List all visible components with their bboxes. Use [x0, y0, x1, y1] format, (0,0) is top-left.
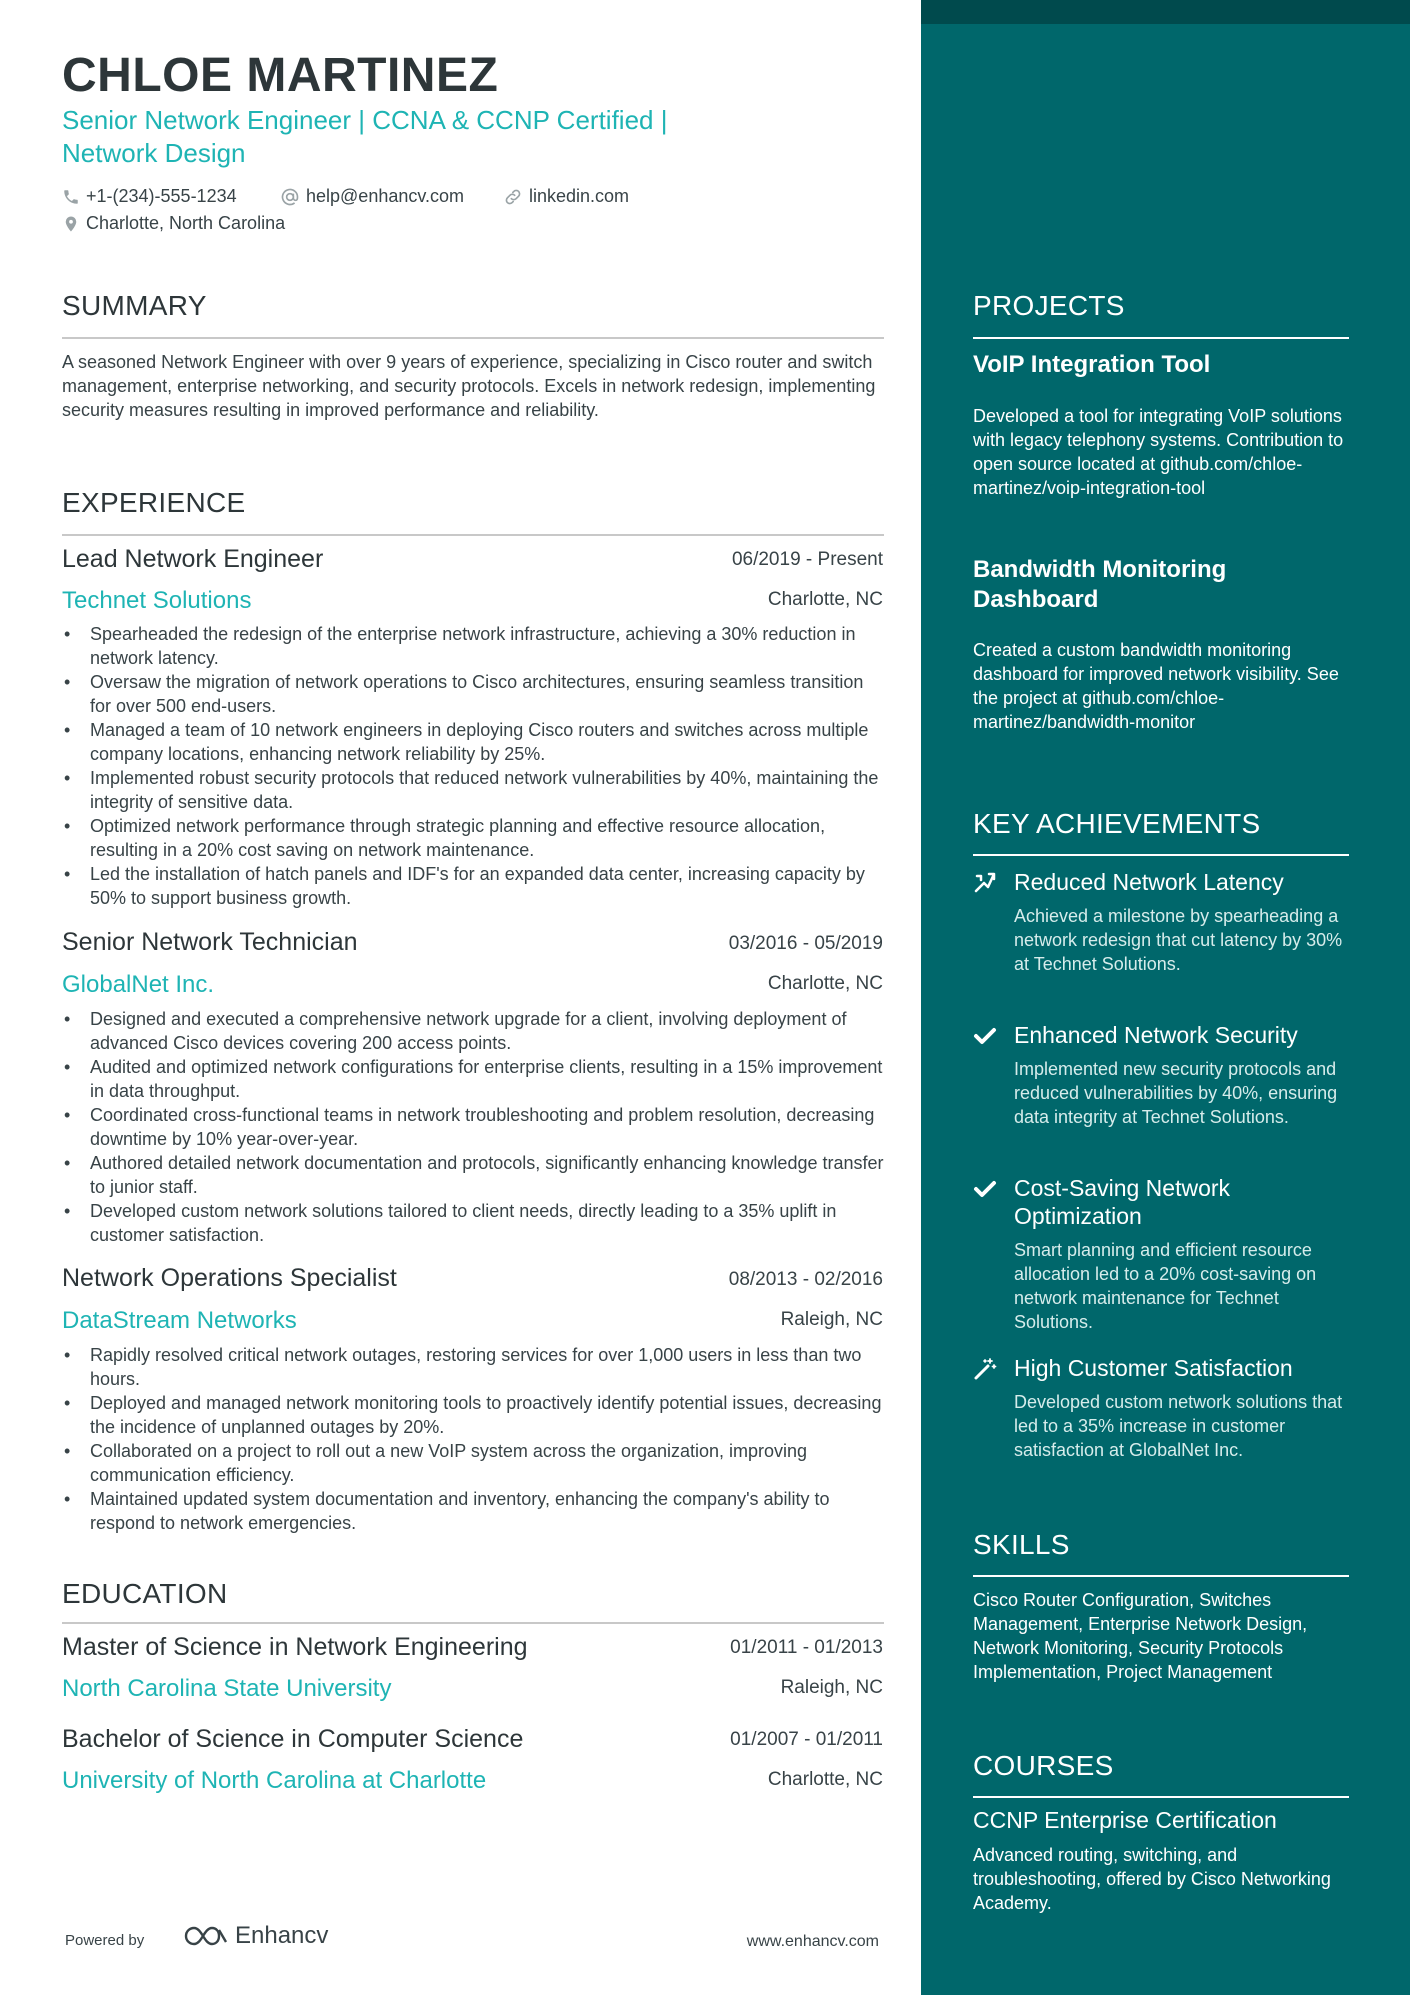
projects-heading: PROJECTS: [973, 290, 1125, 321]
location-pin-icon: [62, 214, 80, 234]
achievement-description: Developed custom network solutions that led to a 35% increase in customer satisfaction at GlobalNet Inc.: [1014, 1392, 1343, 1460]
job-company: GlobalNet Inc.: [62, 971, 215, 998]
list-item: • Developed custom network solutions tailored to client needs, directly leading to a 35% uplift in customer satisfaction.: [62, 1199, 884, 1247]
location-text: Charlotte, North Carolina: [86, 213, 286, 233]
experience-heading: EXPERIENCE: [62, 487, 246, 518]
courses-heading: COURSES: [973, 1750, 1114, 1781]
education-divider: [62, 1622, 884, 1624]
school-location: Charlotte, NC: [767, 1769, 883, 1790]
contact-email[interactable]: [280, 186, 464, 207]
list-item: • Authored detailed network documentation and protocols, significantly enhancing knowledge transfer to junior staff.: [62, 1151, 884, 1199]
summary-divider: [62, 337, 884, 339]
job-dates: 06/2019 - Present: [731, 549, 883, 570]
contact-linkedin[interactable]: [503, 186, 629, 207]
list-item: • Coordinated cross-functional teams in network troubleshooting and problem resolution, decreasing downtime by 10% year-over-year.: [62, 1103, 884, 1151]
footer-url[interactable]: www.enhancv.com: [746, 1933, 879, 1950]
flow-arrow-icon: [973, 870, 997, 894]
summary-text: A seasoned Network Engineer with over 9 years of experience, specializing in Cisco router and switch management, enterprise networking, and security protocols. Excels in network redesign, implementing security measures resulting in improved performance and reliability.: [62, 352, 876, 420]
sidebar-top-band: [921, 0, 1410, 24]
summary-heading: SUMMARY: [62, 290, 207, 321]
course-description: Advanced routing, switching, and troubleshooting, offered by Cisco Networking Academy.: [973, 1845, 1331, 1913]
contact-phone[interactable]: [62, 186, 237, 207]
job-title: Network Operations Specialist: [62, 1264, 397, 1292]
job-bullets: [62, 622, 884, 910]
projects-divider: [973, 337, 1349, 339]
degree-dates: 01/2007 - 01/2011: [730, 1729, 883, 1750]
list-item: • Managed a team of 10 network engineers in deploying Cisco routers and switches across multiple company locations, enhancing network reliability by 25%.: [62, 718, 884, 766]
list-item: • Oversaw the migration of network operations to Cisco architectures, ensuring seamless transition for over 500 end-users.: [62, 670, 884, 718]
enhancv-logo-icon: [183, 1924, 229, 1948]
list-item: • Implemented robust security protocols that reduced network vulnerabilities by 40%, maintaining the integrity of sensitive data.: [62, 766, 884, 814]
enhancv-logo[interactable]: [183, 1922, 328, 1950]
project-title: Bandwidth Monitoring Dashboard: [973, 556, 1227, 613]
checkmark-icon: [973, 1024, 997, 1048]
degree-title: Master of Science in Network Engineering: [62, 1633, 528, 1661]
degree-title: Bachelor of Science in Computer Science: [62, 1725, 524, 1753]
headline: Senior Network Engineer | CCNA & CCNP Certified | Network Design: [62, 105, 668, 168]
project-title: VoIP Integration Tool: [973, 351, 1211, 378]
job-dates: 08/2013 - 02/2016: [728, 1269, 883, 1290]
magic-wand-icon: [973, 1357, 997, 1381]
list-item: • Optimized network performance through strategic planning and effective resource allocation, resulting in a 20% cost saving on network maintenance.: [62, 814, 884, 862]
experience-divider: [62, 534, 884, 536]
enhancv-logo-text: Enhancv: [235, 1922, 329, 1949]
job-bullets: [62, 1007, 884, 1247]
education-heading: EDUCATION: [62, 1578, 228, 1609]
achievements-heading: KEY ACHIEVEMENTS: [973, 808, 1261, 839]
job-title: Lead Network Engineer: [62, 545, 324, 573]
list-item: • Led the installation of hatch panels and IDF's for an expanded data center, increasing capacity by 50% to support business growth.: [62, 862, 884, 910]
skills-divider: [973, 1575, 1349, 1577]
project-description: Developed a tool for integrating VoIP solutions with legacy telephony systems. Contribution to open source located at github.com/chloe-martinez/voip-integration-tool: [973, 406, 1344, 498]
job-dates: 03/2016 - 05/2019: [728, 933, 883, 954]
at-icon: [280, 187, 300, 207]
courses-divider: [973, 1796, 1349, 1798]
list-item: • Audited and optimized network configurations for enterprise clients, resulting in a 15% improvement in data throughput.: [62, 1055, 884, 1103]
skills-heading: SKILLS: [973, 1529, 1070, 1560]
achievement-title: High Customer Satisfaction: [1014, 1355, 1293, 1381]
candidate-name: CHLOE MARTINEZ: [62, 49, 499, 102]
job-title: Senior Network Technician: [62, 928, 358, 956]
phone-text: +1-(234)-555-1234: [86, 186, 237, 206]
list-item: • Spearheaded the redesign of the enterprise network infrastructure, achieving a 30% reduction in network latency.: [62, 622, 884, 670]
linkedin-text: linkedin.com: [529, 186, 630, 206]
achievement-description: Achieved a milestone by spearheading a network redesign that cut latency by 30% at Technet Solutions.: [1014, 906, 1343, 974]
skills-text: Cisco Router Configuration, Switches Management, Enterprise Network Design, Network Monitoring, Security Protocols Implementation, Project Management: [973, 1590, 1308, 1682]
project-description: Created a custom bandwidth monitoring dashboard for improved network visibility. See the project at github.com/chloe-martinez/bandwidth-monitor: [973, 640, 1339, 732]
school-location: Raleigh, NC: [780, 1677, 883, 1698]
contact-location: [62, 213, 285, 234]
achievement-description: Implemented new security protocols and reduced vulnerabilities by 40%, ensuring data integrity at Technet Solutions.: [1014, 1059, 1338, 1127]
achievement-title: Cost-Saving Network Optimization: [1014, 1175, 1231, 1229]
school-name: University of North Carolina at Charlotte: [62, 1767, 487, 1794]
phone-icon: [62, 188, 80, 206]
job-location: Raleigh, NC: [780, 1309, 883, 1330]
course-title: CCNP Enterprise Certification: [973, 1807, 1277, 1833]
list-item: • Maintained updated system documentation and inventory, enhancing the company's ability to respond to network emergencies.: [62, 1487, 884, 1535]
achievement-description: Smart planning and efficient resource allocation led to a 20% cost-saving on network maintenance for Technet Solutions.: [1014, 1240, 1317, 1332]
checkmark-icon: [973, 1177, 997, 1201]
list-item: • Designed and executed a comprehensive network upgrade for a client, involving deployment of advanced Cisco devices covering 200 access points.: [62, 1007, 884, 1055]
achievement-title: Reduced Network Latency: [1014, 869, 1284, 895]
job-company: Technet Solutions: [62, 587, 252, 614]
list-item: • Collaborated on a project to roll out a new VoIP system across the organization, improving communication efficiency.: [62, 1439, 884, 1487]
degree-dates: 01/2011 - 01/2013: [730, 1637, 883, 1658]
achievements-divider: [973, 854, 1349, 856]
list-item: • Rapidly resolved critical network outages, restoring services for over 1,000 users in less than two hours.: [62, 1343, 884, 1391]
sidebar: [921, 0, 1410, 1995]
school-name: North Carolina State University: [62, 1675, 392, 1702]
achievement-title: Enhanced Network Security: [1014, 1022, 1298, 1048]
email-text: help@enhancv.com: [306, 186, 465, 206]
job-location: Charlotte, NC: [767, 589, 883, 610]
job-bullets: [62, 1343, 884, 1535]
list-item: • Deployed and managed network monitoring tools to proactively identify potential issues, decreasing the incidence of unplanned outages by 20%.: [62, 1391, 884, 1439]
powered-by-label: Powered by: [65, 1932, 145, 1949]
job-company: DataStream Networks: [62, 1307, 297, 1334]
link-icon: [503, 187, 523, 207]
job-location: Charlotte, NC: [767, 973, 883, 994]
